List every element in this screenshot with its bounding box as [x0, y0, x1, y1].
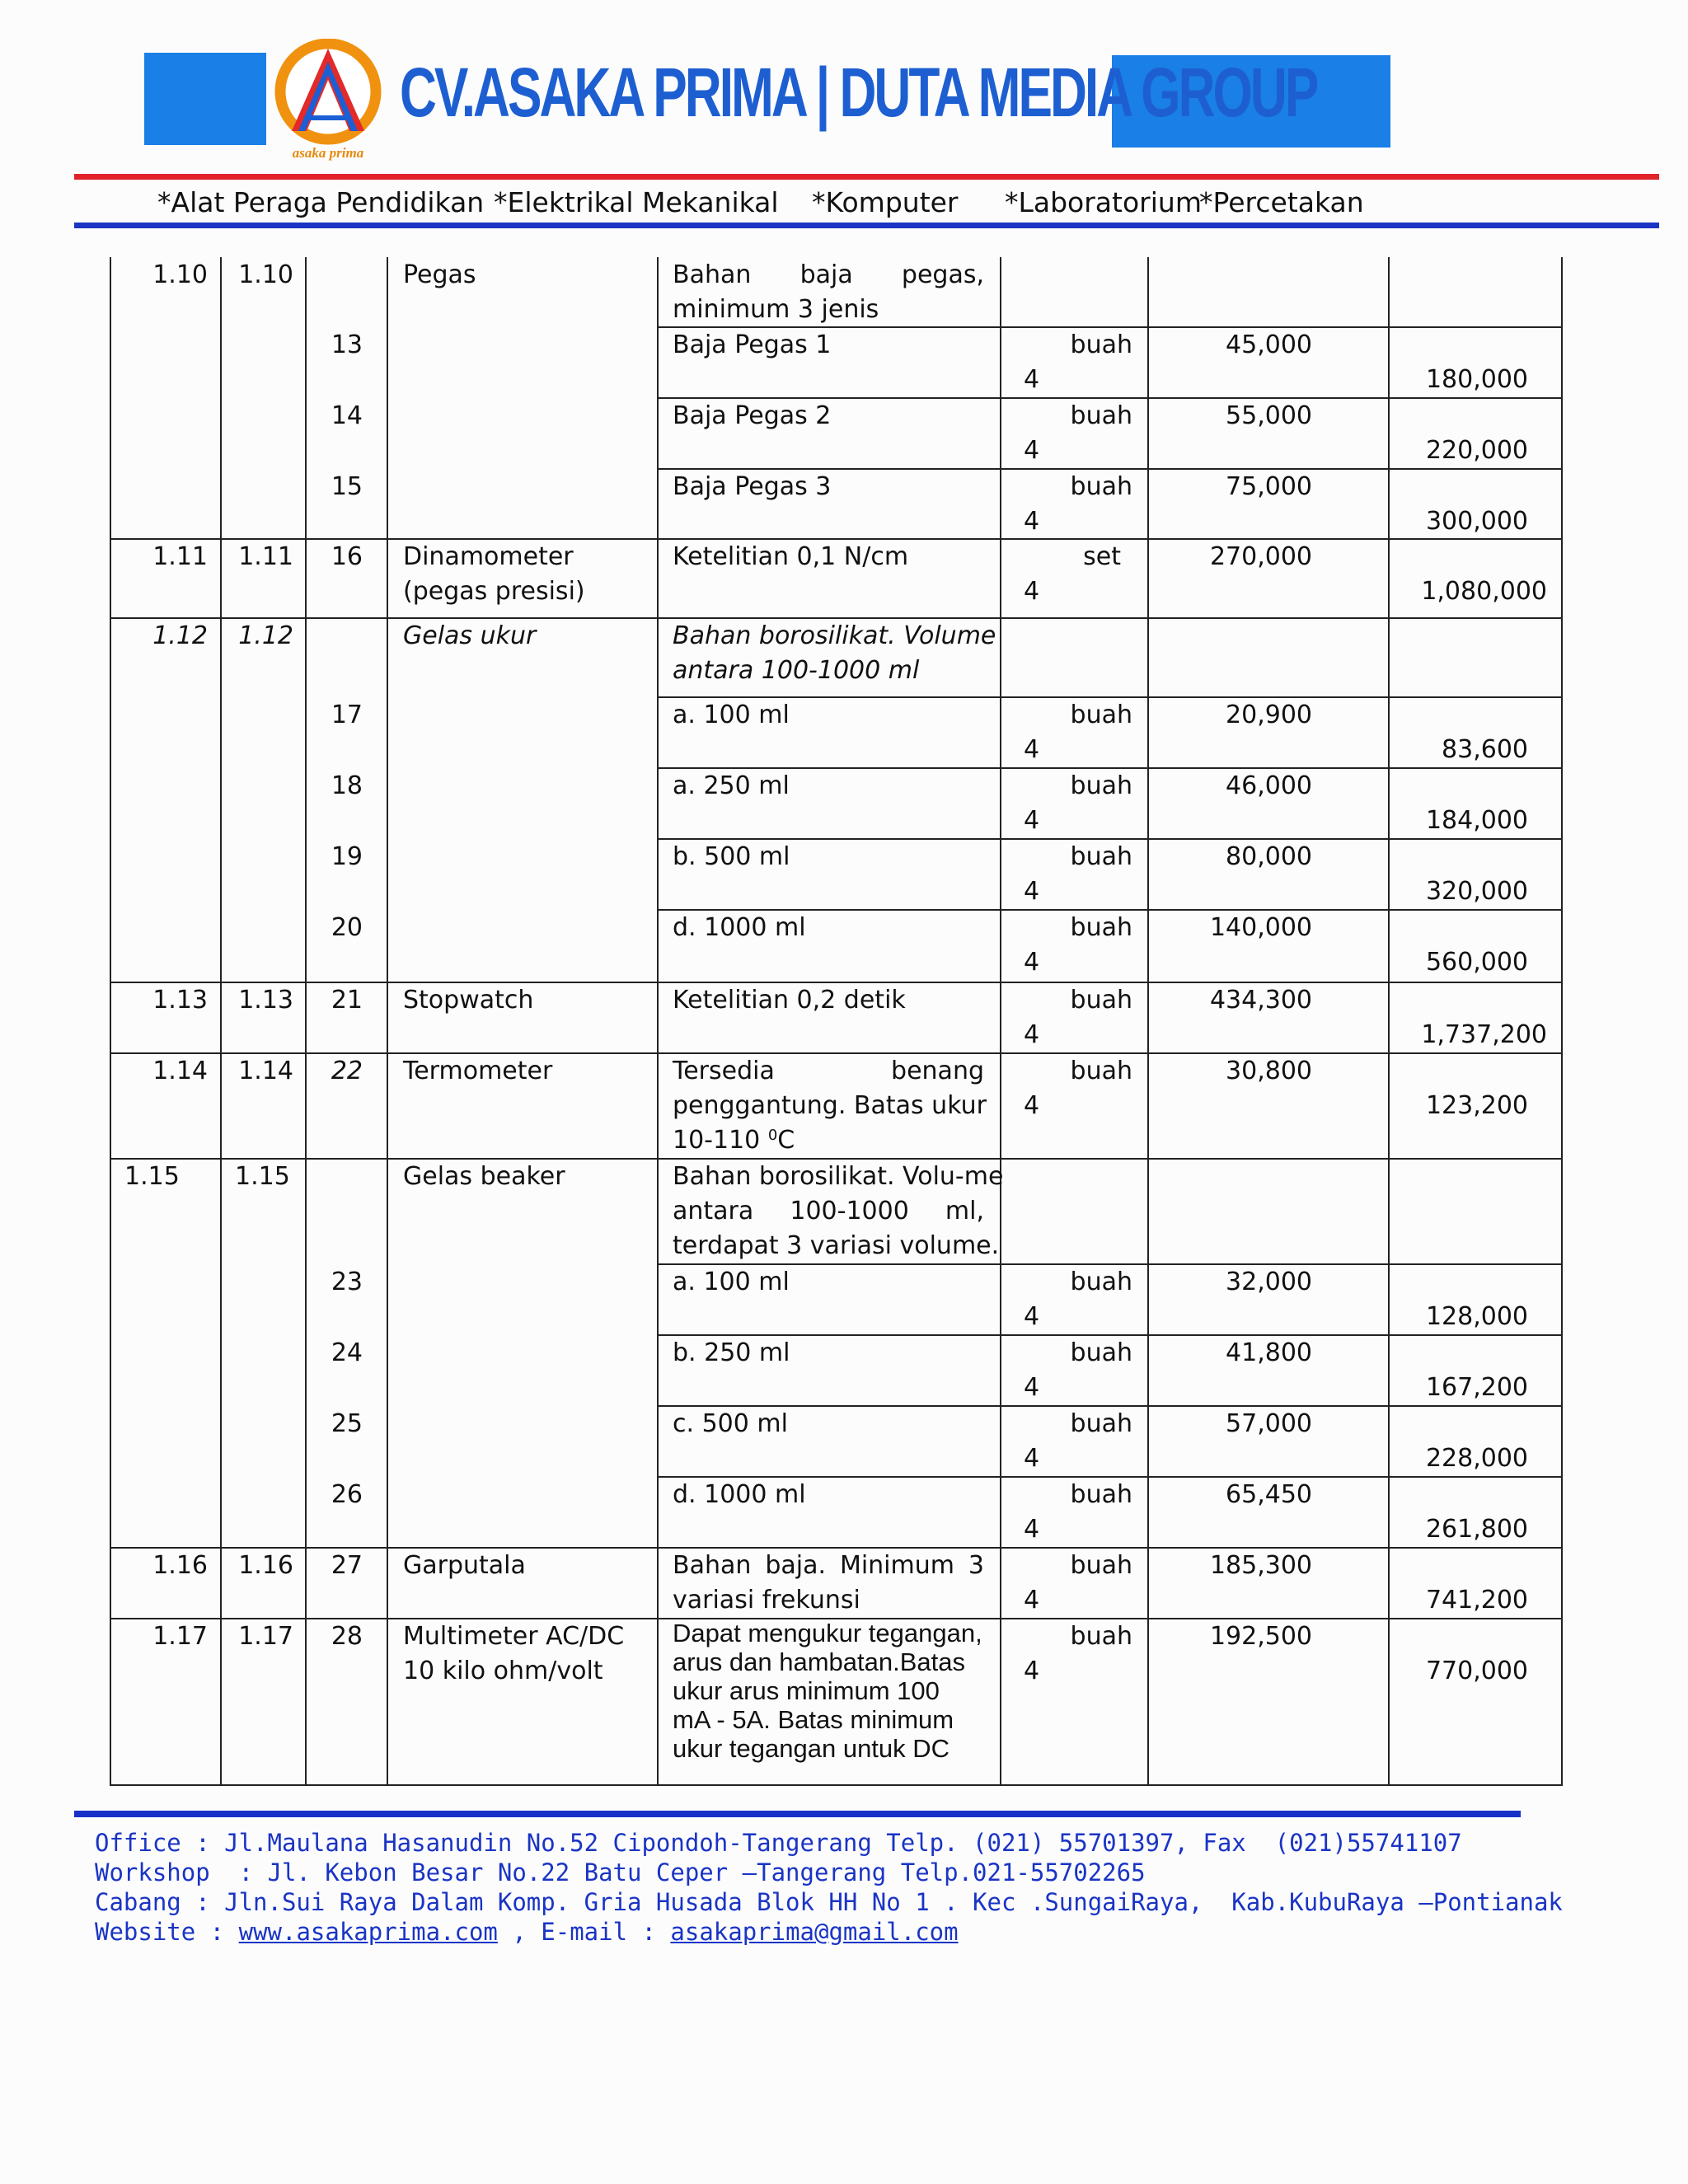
- cell-total: 228,000: [1425, 1444, 1528, 1473]
- cell-qty: 4: [1024, 436, 1040, 465]
- cell-item-name: Garputala: [403, 1551, 526, 1580]
- degree-superscript: 0: [767, 1127, 778, 1144]
- cell-no: 28: [331, 1622, 363, 1651]
- cell-qty: 4: [1024, 735, 1040, 764]
- footer-branch: Cabang : Jln.Sui Raya Dalam Komp. Gria Husada Blok HH No 1 . Kec .SungaiRaya, Kab.KubuRaya –Pontianak: [95, 1888, 1563, 1916]
- header-blue-block-left: [144, 53, 266, 145]
- cell-price: 185,300: [1209, 1551, 1312, 1580]
- services-line: [0, 183, 1688, 224]
- cell-spec: b. 250 ml: [673, 1338, 790, 1367]
- price-table: [110, 257, 1563, 1786]
- cell-spec: Tersedia benang: [673, 1057, 984, 1085]
- cell-no: 22: [331, 1057, 363, 1085]
- cell-spec: mA - 5A. Batas minimum: [673, 1705, 954, 1734]
- cell-no: 13: [331, 330, 363, 359]
- cell-code: 1.10: [238, 260, 293, 289]
- cell-unit: buah: [1070, 1057, 1132, 1085]
- cell-unit: buah: [1070, 771, 1132, 800]
- cell-no: 21: [331, 986, 363, 1015]
- cell-no: 15: [331, 472, 363, 501]
- cell-qty: 4: [1024, 948, 1040, 977]
- cell-code: 1.17: [152, 1622, 208, 1651]
- cell-code: 1.13: [238, 986, 293, 1015]
- cell-total: 220,000: [1425, 436, 1528, 465]
- cell-qty: 4: [1024, 365, 1040, 394]
- cell-code: 1.16: [152, 1551, 208, 1580]
- cell-code: 1.14: [238, 1057, 293, 1085]
- cell-total: 300,000: [1425, 507, 1528, 536]
- cell-spec: a. 100 ml: [673, 1268, 790, 1296]
- cell-item-name: Termometer: [403, 1057, 553, 1085]
- cell-qty: 4: [1024, 1091, 1040, 1120]
- cell-price: 46,000: [1226, 771, 1312, 800]
- cell-qty: 4: [1024, 1444, 1040, 1473]
- cell-total: 770,000: [1425, 1657, 1528, 1685]
- cell-code: 1.12: [152, 621, 208, 650]
- cell-qty: 4: [1024, 1586, 1040, 1615]
- cell-spec: penggantung. Batas ukur: [673, 1091, 987, 1120]
- cell-spec: b. 500 ml: [673, 842, 790, 871]
- cell-no: 19: [331, 842, 363, 871]
- cell-no: 20: [331, 913, 363, 942]
- cell-unit: set: [1083, 542, 1121, 571]
- cell-qty: 4: [1024, 577, 1040, 606]
- cell-total: 167,200: [1425, 1373, 1528, 1402]
- cell-item-name: Gelas beaker: [403, 1162, 565, 1191]
- cell-spec: minimum 3 jenis: [673, 295, 879, 324]
- cell-item-name: Multimeter AC/DC: [403, 1622, 625, 1651]
- footer-rule: [74, 1811, 1521, 1817]
- service-item: *Percetakan: [1199, 186, 1364, 218]
- logo-text: asaka prima: [292, 145, 364, 161]
- cell-unit: buah: [1070, 472, 1132, 501]
- cell-total: 320,000: [1425, 877, 1528, 906]
- cell-qty: 4: [1024, 1515, 1040, 1544]
- cell-qty: 4: [1024, 1373, 1040, 1402]
- cell-unit: buah: [1070, 1480, 1132, 1509]
- cell-qty: 4: [1024, 877, 1040, 906]
- cell-total: 741,200: [1425, 1586, 1528, 1615]
- cell-code: 1.15: [235, 1162, 290, 1191]
- cell-unit: buah: [1070, 401, 1132, 430]
- email-link[interactable]: asakaprima@gmail.com: [670, 1918, 959, 1946]
- cell-spec: antara 100-1000 ml,: [673, 1197, 984, 1226]
- cell-unit: buah: [1070, 913, 1132, 942]
- cell-spec: a. 100 ml: [673, 701, 790, 729]
- cell-code: 1.13: [152, 986, 208, 1015]
- cell-no: 25: [331, 1409, 363, 1438]
- cell-total: 1,737,200: [1421, 1020, 1547, 1049]
- cell-total: 83,600: [1442, 735, 1528, 764]
- cell-no: 23: [331, 1268, 363, 1296]
- footer-contact: [95, 1828, 1563, 1947]
- service-item: *Alat Peraga Pendidikan: [157, 186, 485, 218]
- cell-unit: buah: [1070, 1268, 1132, 1296]
- cell-price: 45,000: [1226, 330, 1312, 359]
- cell-price: 57,000: [1226, 1409, 1312, 1438]
- cell-spec: Bahan baja. Minimum 3: [673, 1551, 984, 1580]
- cell-unit: buah: [1070, 986, 1132, 1015]
- cell-qty: 4: [1024, 1302, 1040, 1331]
- cell-unit: buah: [1070, 1409, 1132, 1438]
- cell-total: 560,000: [1425, 948, 1528, 977]
- cell-total: 128,000: [1425, 1302, 1528, 1331]
- cell-spec: arus dan hambatan.Batas: [673, 1647, 966, 1676]
- cell-spec: d. 1000 ml: [673, 1480, 806, 1509]
- cell-spec: Dapat mengukur tegangan,: [673, 1619, 982, 1647]
- cell-qty: 4: [1024, 806, 1040, 835]
- cell-total: 180,000: [1425, 365, 1528, 394]
- cell-item-name: Dinamometer: [403, 542, 574, 571]
- cell-total: 123,200: [1425, 1091, 1528, 1120]
- service-item: *Komputer: [812, 186, 959, 218]
- cell-price: 434,300: [1209, 986, 1312, 1015]
- cell-price: 80,000: [1226, 842, 1312, 871]
- cell-qty: 4: [1024, 1657, 1040, 1685]
- cell-total: 184,000: [1425, 806, 1528, 835]
- cell-spec: Bahan borosilikat. Volume: [673, 621, 996, 650]
- cell-code: 1.14: [152, 1057, 208, 1085]
- table-grid-line: [657, 257, 659, 1786]
- cell-spec: ukur arus minimum 100: [673, 1676, 940, 1705]
- cell-qty: 4: [1024, 1020, 1040, 1049]
- cell-code: 1.12: [238, 621, 293, 650]
- cell-no: 26: [331, 1480, 363, 1509]
- table-grid-line: [1561, 257, 1563, 1786]
- footer-office: Office : Jl.Maulana Hasanudin No.52 Cipondoh-Tangerang Telp. (021) 55701397, Fax (021)55741107: [95, 1829, 1462, 1857]
- cell-item-name: (pegas presisi): [403, 577, 585, 606]
- footer-workshop: Workshop : Jl. Kebon Besar No.22 Batu Ceper –Tangerang Telp.021-55702265: [95, 1858, 1146, 1886]
- cell-price: 30,800: [1226, 1057, 1312, 1085]
- cell-item-name: 10 kilo ohm/volt: [403, 1657, 603, 1685]
- header-red-rule: [74, 174, 1659, 180]
- cell-spec: a. 250 ml: [673, 771, 790, 800]
- cell-code: 1.15: [124, 1162, 180, 1191]
- cell-no: 18: [331, 771, 363, 800]
- cell-spec: Ketelitian 0,2 detik: [673, 986, 906, 1015]
- table-grid-line: [110, 1784, 1563, 1786]
- website-link[interactable]: www.asakaprima.com: [238, 1918, 498, 1946]
- cell-spec: terdapat 3 variasi volume.: [673, 1231, 1000, 1260]
- cell-no: 27: [331, 1551, 363, 1580]
- cell-item-name: Pegas: [403, 260, 476, 289]
- cell-unit: buah: [1070, 842, 1132, 871]
- spec-unit: C: [777, 1126, 795, 1155]
- cell-item-name: Stopwatch: [403, 986, 534, 1015]
- cell-qty: 4: [1024, 507, 1040, 536]
- cell-unit: buah: [1070, 330, 1132, 359]
- company-logo: [274, 39, 382, 162]
- footer-web-line: [95, 1917, 1563, 1947]
- cell-total: 261,800: [1425, 1515, 1528, 1544]
- cell-no: 16: [331, 542, 363, 571]
- cell-no: 17: [331, 701, 363, 729]
- cell-code: 1.11: [238, 542, 293, 571]
- cell-unit: buah: [1070, 1338, 1132, 1367]
- cell-spec: variasi frekunsi: [673, 1586, 860, 1615]
- cell-price: 20,900: [1226, 701, 1312, 729]
- cell-unit: buah: [1070, 1622, 1132, 1651]
- email-label: , E-mail :: [497, 1918, 671, 1946]
- cell-price: 41,800: [1226, 1338, 1312, 1367]
- cell-price: 140,000: [1209, 913, 1312, 942]
- cell-price: 75,000: [1226, 472, 1312, 501]
- cell-code: 1.17: [238, 1622, 293, 1651]
- cell-spec: Bahan borosilikat. Volu-me: [673, 1162, 1004, 1191]
- website-label: Website :: [95, 1918, 239, 1946]
- cell-no: 14: [331, 401, 363, 430]
- cell-total: 1,080,000: [1421, 577, 1547, 606]
- cell-spec: Ketelitian 0,1 N/cm: [673, 542, 909, 571]
- cell-price: 32,000: [1226, 1268, 1312, 1296]
- cell-price: 192,500: [1209, 1622, 1312, 1651]
- cell-spec: Bahan baja pegas,: [673, 260, 984, 289]
- cell-spec: [673, 1123, 795, 1158]
- cell-spec: c. 500 ml: [673, 1409, 788, 1438]
- cell-price: 270,000: [1209, 542, 1312, 571]
- cell-unit: buah: [1070, 1551, 1132, 1580]
- company-name: CV.ASAKA PRIMA | DUTA MEDIA GROUP: [400, 54, 1317, 131]
- cell-item-name: Gelas ukur: [403, 621, 537, 650]
- spec-text: 10-110: [673, 1126, 761, 1155]
- cell-no: 24: [331, 1338, 363, 1367]
- cell-code: 1.11: [152, 542, 208, 571]
- cell-spec: Baja Pegas 2: [673, 401, 832, 430]
- cell-spec: antara 100-1000 ml: [673, 656, 920, 685]
- cell-code: 1.10: [152, 260, 208, 289]
- cell-price: 65,450: [1226, 1480, 1312, 1509]
- cell-spec: Baja Pegas 3: [673, 472, 832, 501]
- cell-spec: Baja Pegas 1: [673, 330, 832, 359]
- service-item: *Laboratorium: [1005, 186, 1202, 218]
- cell-spec: d. 1000 ml: [673, 913, 806, 942]
- cell-price: 55,000: [1226, 401, 1312, 430]
- service-item: *Elektrikal Mekanikal: [494, 186, 779, 218]
- cell-spec: ukur tegangan untuk DC: [673, 1734, 950, 1763]
- table-grid-line: [387, 257, 388, 1786]
- cell-unit: buah: [1070, 701, 1132, 729]
- cell-code: 1.16: [238, 1551, 293, 1580]
